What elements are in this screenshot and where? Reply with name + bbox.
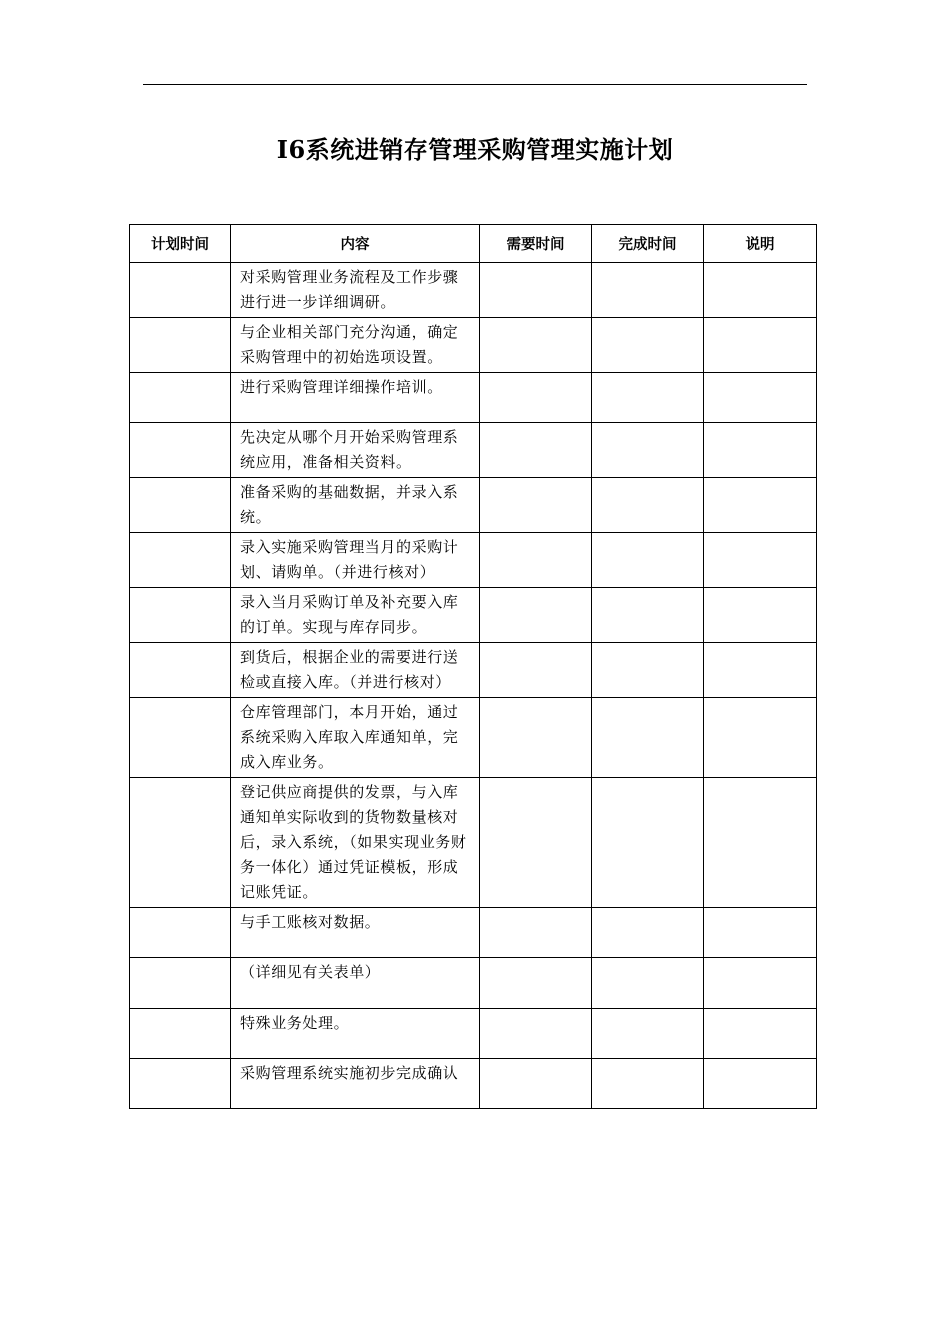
need-time-cell[interactable] [480,908,592,958]
content-text: 与手工账核对数据。 [240,913,381,931]
table-row [130,1059,817,1109]
done-time-cell[interactable] [592,908,704,958]
plan-time-cell[interactable] [130,1009,231,1059]
table-row [130,318,817,373]
done-time-cell[interactable] [592,318,704,373]
table-row [130,1009,817,1059]
content-text: 录入当月采购订单及补充要入库的订单。实现与库存同步。 [240,593,459,636]
plan-time-cell[interactable] [130,958,231,1009]
content-cell [231,423,480,478]
note-cell[interactable] [704,588,817,643]
done-time-cell[interactable] [592,1009,704,1059]
content-text: 仓库管理部门，本月开始，通过系统采购入库取入库通知单，完成入库业务。 [240,703,459,771]
content-cell [231,958,480,1009]
note-cell[interactable] [704,263,817,318]
table-row [130,643,817,698]
done-time-cell[interactable] [592,958,704,1009]
content-text: 采购管理系统实施初步完成确认 [240,1064,459,1082]
table-row [130,423,817,478]
note-cell[interactable] [704,643,817,698]
done-time-cell[interactable] [592,533,704,588]
content-text: 先决定从哪个月开始采购管理系统应用，准备相关资料。 [240,428,459,471]
plan-time-cell[interactable] [130,373,231,423]
done-time-cell[interactable] [592,643,704,698]
plan-time-cell[interactable] [130,478,231,533]
table-row [130,588,817,643]
need-time-cell[interactable] [480,423,592,478]
document-title: I6系统进销存管理采购管理实施计划 [276,135,674,164]
plan-time-cell[interactable] [130,423,231,478]
plan-time-cell[interactable] [130,643,231,698]
content-text: 对采购管理业务流程及工作步骤进行进一步详细调研。 [240,268,459,311]
note-cell[interactable] [704,373,817,423]
implementation-plan-table [129,224,817,1109]
content-text: 录入实施采购管理当月的采购计划、请购单。（并进行核对） [240,538,459,581]
plan-time-cell[interactable] [130,263,231,318]
table-row [130,373,817,423]
column-header-note: 说明 [704,225,817,263]
done-time-cell[interactable] [592,423,704,478]
column-header-done-time: 完成时间 [592,225,704,263]
note-cell[interactable] [704,958,817,1009]
content-text: 登记供应商提供的发票，与入库通知单实际收到的货物数量核对后，录入系统，（如果实现业务财务一体化）通过凭证模板，形成记账凭证。 [240,783,467,901]
need-time-cell[interactable] [480,318,592,373]
note-cell[interactable] [704,1009,817,1059]
plan-time-cell[interactable] [130,533,231,588]
content-cell [231,908,480,958]
note-cell[interactable] [704,423,817,478]
content-cell [231,373,480,423]
note-cell[interactable] [704,1059,817,1109]
done-time-cell[interactable] [592,778,704,908]
done-time-cell[interactable] [592,478,704,533]
content-text: （详细见有关表单） [240,963,381,981]
need-time-cell[interactable] [480,698,592,778]
done-time-cell[interactable] [592,1059,704,1109]
content-cell [231,698,480,778]
content-text: 特殊业务处理。 [240,1014,350,1032]
table-row [130,533,817,588]
table-header-row [130,225,817,263]
content-cell [231,263,480,318]
column-header-plan-time: 计划时间 [130,225,231,263]
need-time-cell[interactable] [480,478,592,533]
content-cell [231,778,480,908]
content-text: 与企业相关部门充分沟通，确定采购管理中的初始选项设置。 [240,323,459,366]
table-row [130,478,817,533]
content-text: 进行采购管理详细操作培训。 [240,378,443,396]
note-cell[interactable] [704,778,817,908]
need-time-cell[interactable] [480,373,592,423]
note-cell[interactable] [704,533,817,588]
plan-time-cell[interactable] [130,588,231,643]
column-header-content: 内容 [231,225,480,263]
plan-time-cell[interactable] [130,908,231,958]
content-cell [231,478,480,533]
need-time-cell[interactable] [480,643,592,698]
table-row [130,778,817,908]
column-header-need-time: 需要时间 [480,225,592,263]
need-time-cell[interactable] [480,778,592,908]
table-row [130,698,817,778]
plan-time-cell[interactable] [130,778,231,908]
note-cell[interactable] [704,908,817,958]
note-cell[interactable] [704,318,817,373]
table-row [130,263,817,318]
note-cell[interactable] [704,698,817,778]
content-text: 准备采购的基础数据，并录入系统。 [240,483,459,526]
need-time-cell[interactable] [480,1009,592,1059]
content-cell [231,533,480,588]
table-row [130,908,817,958]
done-time-cell[interactable] [592,588,704,643]
done-time-cell[interactable] [592,263,704,318]
need-time-cell[interactable] [480,533,592,588]
header-rule [143,84,807,85]
plan-time-cell[interactable] [130,318,231,373]
plan-time-cell[interactable] [130,1059,231,1109]
need-time-cell[interactable] [480,263,592,318]
content-text: 到货后，根据企业的需要进行送检或直接入库。（并进行核对） [240,648,459,691]
content-cell [231,588,480,643]
done-time-cell[interactable] [592,373,704,423]
note-cell[interactable] [704,478,817,533]
content-cell [231,1009,480,1059]
table-row [130,958,817,1009]
content-cell [231,643,480,698]
content-cell [231,1059,480,1109]
done-time-cell[interactable] [592,698,704,778]
need-time-cell[interactable] [480,588,592,643]
plan-time-cell[interactable] [130,698,231,778]
need-time-cell[interactable] [480,1059,592,1109]
content-cell [231,318,480,373]
need-time-cell[interactable] [480,958,592,1009]
